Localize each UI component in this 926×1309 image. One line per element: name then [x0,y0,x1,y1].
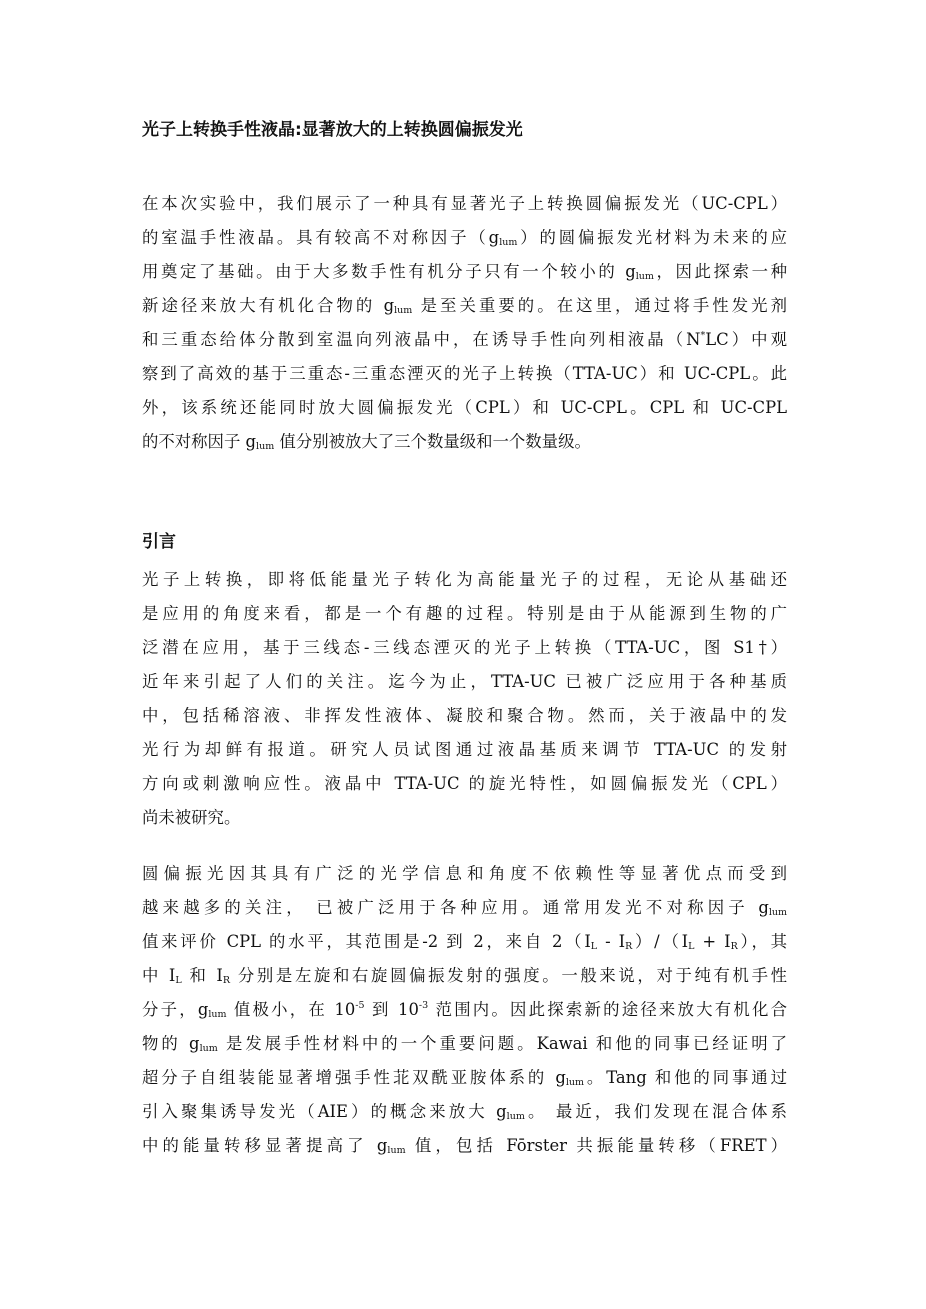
abstract-line: 察到了高效的基于三重态-三重态湮灭的光子上转换（TTA-UC）和 UC-CPL。此 [142,364,787,383]
intro-line: 越来越多的关注， 已被广泛用于各种应用。通常用发光不对称因子 $g_{lum}$ [142,898,787,918]
intro-line: 圆偏振光因其具有广泛的光学信息和角度不依赖性等显著优点而受到 [142,864,787,883]
intro-line: 中，包括稀溶液、非挥发性液体、凝胶和聚合物。然而，关于液晶中的发 [142,706,787,725]
introduction-paragraph-2 [142,857,787,1163]
introduction-paragraph-1 [142,563,787,835]
abstract-line: 用奠定了基础。由于大多数手性有机分子只有一个较小的 $g_{lum}$，因此探索一种 [142,262,787,282]
intro-line: 分子，$g_{lum}$ 值极小，在 $10^{-5}$ 到 $10^{-3}$ 范围内。因此探索新的途径来放大有机化合 [142,1000,787,1020]
intro-line: 是应用的角度来看，都是一个有趣的过程。特别是由于从能源到生物的广 [142,604,787,623]
intro-line: 中 $I_L$ 和 $I_R$ 分别是左旋和右旋圆偏振发射的强度。一般来说，对于纯有机手性 [142,966,787,986]
abstract-line: 的室温手性液晶。具有较高不对称因子$(g_{lum})$的圆偏振发光材料为未来的应 [142,228,788,248]
section-heading-introduction: 引言 [142,532,176,552]
intro-line: 泛潜在应用，基于三线态-三线态湮灭的光子上转换（TTA-UC，图 S1†） [142,638,787,657]
intro-line: 值来评价 CPL 的水平，其范围是-2 到 2，来自 $2(I_L - I_R)/(I_L + I_R)$，其 [142,932,787,952]
abstract-line: 外，该系统还能同时放大圆偏振发光（CPL）和 UC-CPL。CPL 和 UC-CPL [142,398,787,417]
abstract-paragraph [142,187,787,459]
intro-line: 光行为却鲜有报道。研究人员试图通过液晶基质来调节 TTA-UC 的发射 [142,740,787,759]
intro-line: 超分子自组装能显著增强手性苝双酰亚胺体系的 $g_{lum}$。Tang 和他的同事通过 [142,1068,787,1088]
intro-line: 引入聚集诱导发光（AIE）的概念来放大 $g_{lum}$。 最近，我们发现在混合体系 [142,1102,787,1122]
paper-title: 光子上转换手性液晶:显著放大的上转换圆偏振发光 [142,120,523,140]
intro-line: 物的 $g_{lum}$ 是发展手性材料中的一个重要问题。Kawai 和他的同事已经证明了 [142,1034,788,1054]
intro-line: 近年来引起了人们的关注。迄今为止，TTA-UC 已被广泛应用于各种基质 [142,672,787,691]
abstract-line: 和三重态给体分散到室温向列液晶中，在诱导手性向列相液晶（N*LC）中观 [142,330,787,349]
intro-line: 中的能量转移显著提高了 $g_{lum}$ 值，包括 Fōrster 共振能量转移（FRET） [142,1136,788,1156]
intro-line: 方向或刺激响应性。液晶中 TTA-UC 的旋光特性，如圆偏振发光（CPL） [142,774,787,793]
intro-line: 光子上转换，即将低能量光子转化为高能量光子的过程，无论从基础还 [142,570,787,589]
abstract-line: 新途径来放大有机化合物的 $g_{lum}$ 是至关重要的。在这里，通过将手性发光剂 [142,296,787,316]
abstract-line: 的不对称因子 $g_{lum}$ 值分别被放大了三个数量级和一个数量级。 [142,432,591,452]
intro-line: 尚未被研究。 [142,808,241,827]
abstract-line: 在本次实验中，我们展示了一种具有显著光子上转换圆偏振发光（UC-CPL） [142,194,787,213]
